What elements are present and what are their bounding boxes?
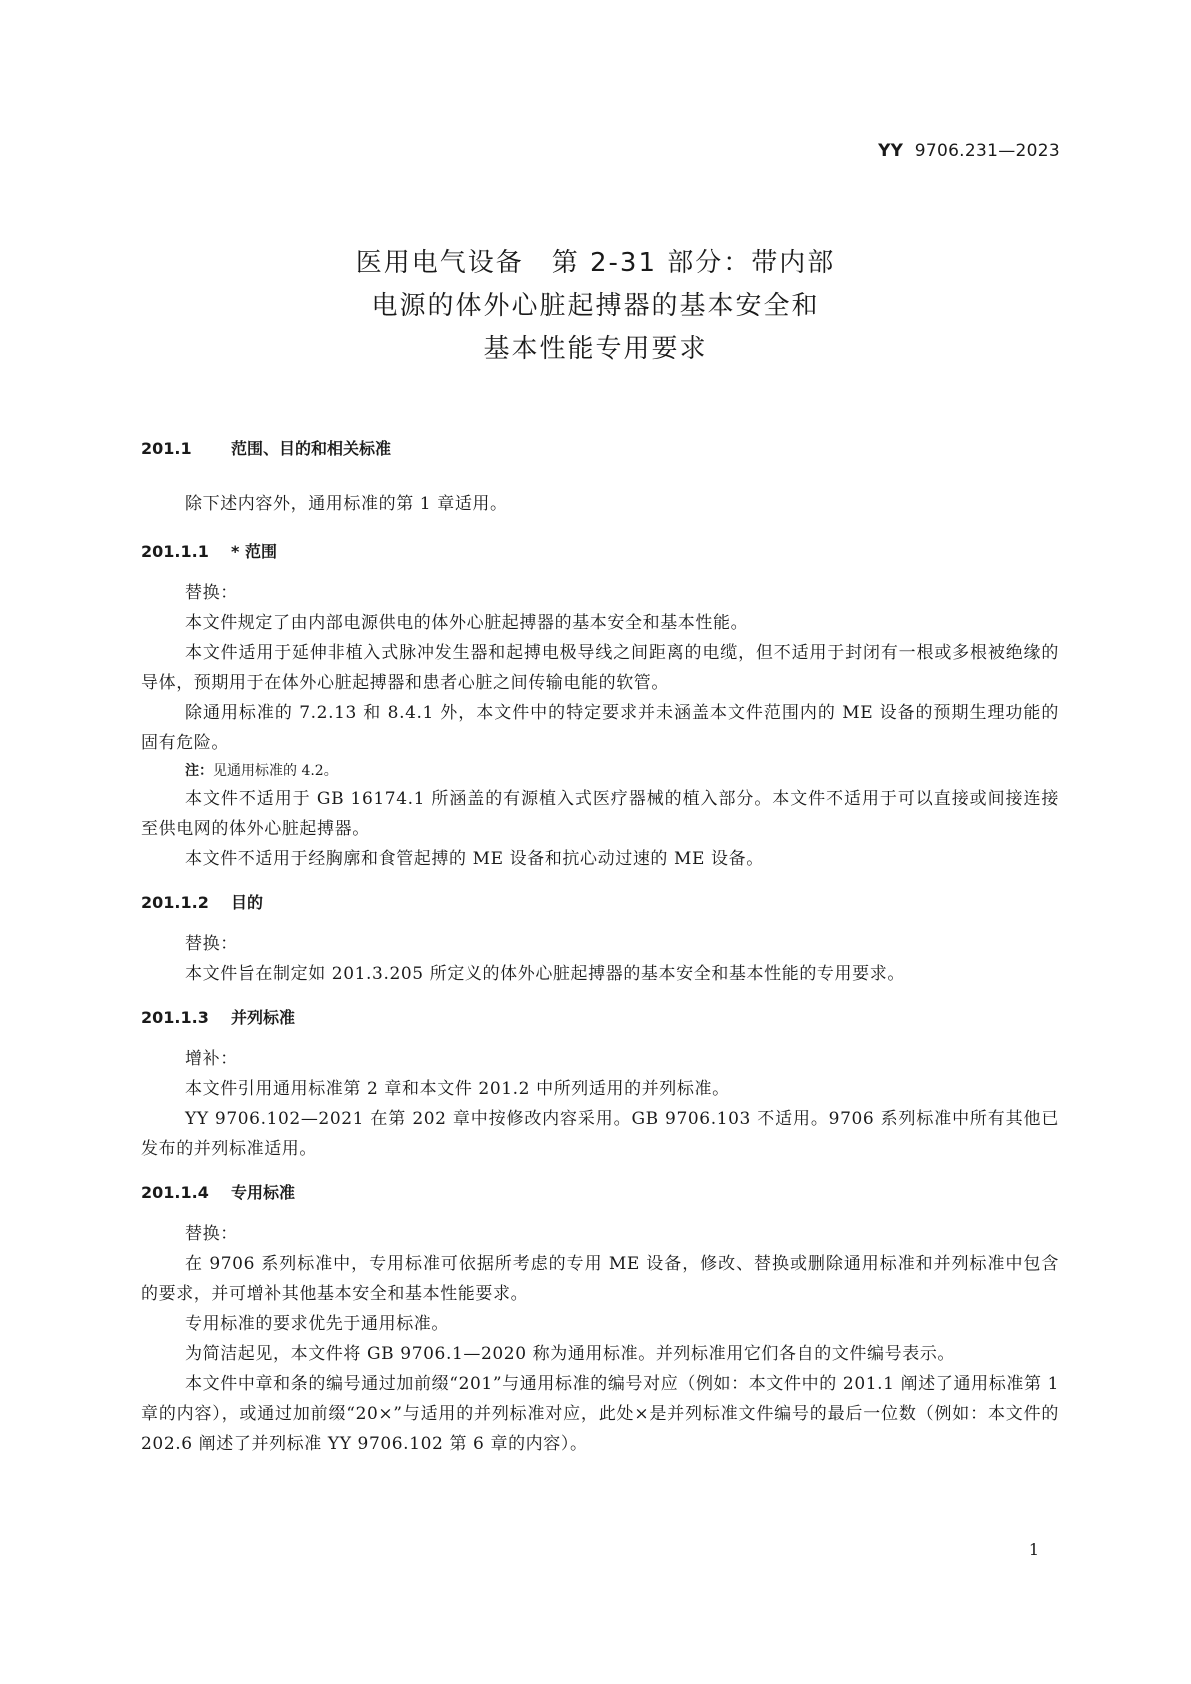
paragraph: 替换： <box>185 934 238 954</box>
section-heading-201-1 <box>141 436 1059 459</box>
section-number: 201.1.1 <box>141 542 209 561</box>
page-number: 1 <box>1028 1540 1039 1559</box>
paragraph: YY 9706.102—2021 在第 202 章中按修改内容采用。GB 9706.103 不适用。9706 系列标准中所有其他已发布的并列标准适用。 <box>141 1109 1059 1159</box>
paragraph: 本文件适用于延伸非植入式脉冲发生器和起搏电极导线之间距离的电缆，但不适用于封闭有一根或多根被绝缘的导体，预期用于在体外心脏起搏器和患者心脏之间传输电能的软管。 <box>141 643 1059 693</box>
section-title: 并列标准 <box>231 1008 296 1027</box>
paragraph: 专用标准的要求优先于通用标准。 <box>185 1314 449 1334</box>
section-title: 目的 <box>231 893 264 912</box>
section-title: 专用标准 <box>231 1183 296 1202</box>
paragraph: 替换： <box>185 583 238 603</box>
paragraph: 除通用标准的 7.2.13 和 8.4.1 外，本文件中的特定要求并未涵盖本文件范围内的 ME 设备的预期生理功能的固有危险。 <box>141 703 1059 753</box>
paragraph: 本文件不适用于 GB 16174.1 所涵盖的有源植入式医疗器械的植入部分。本文件不适用于可以直接或间接连接至供电网的体外心脏起搏器。 <box>141 789 1059 839</box>
section-number: 201.1.4 <box>141 1183 209 1202</box>
paragraph: 本文件不适用于经胸廓和食管起搏的 ME 设备和抗心动过速的 ME 设备。 <box>185 849 764 869</box>
section-heading-201-1-2 <box>141 890 1059 913</box>
section-heading-201-1-1 <box>141 539 1059 562</box>
section-number: 201.1 <box>141 439 192 458</box>
paragraph: 本文件规定了由内部电源供电的体外心脏起搏器的基本安全和基本性能。 <box>185 613 749 633</box>
paragraph: 在 9706 系列标准中，专用标准可依据所考虑的专用 ME 设备，修改、替换或删除通用标准和并列标准中包含的要求，并可增补其他基本安全和基本性能要求。 <box>141 1254 1059 1304</box>
paragraph: 替换： <box>185 1224 238 1244</box>
title-line-3: 基本性能专用要求 <box>483 334 708 364</box>
note-text: 见通用标准的 4.2。 <box>213 763 338 779</box>
paragraph: 本文件引用通用标准第 2 章和本文件 201.2 中所列适用的并列标准。 <box>185 1079 730 1099</box>
paragraph: 本文件旨在制定如 201.3.205 所定义的体外心脏起搏器的基本安全和基本性能的专用要求。 <box>185 964 905 984</box>
document-title <box>0 242 1191 371</box>
title-line-1: 医用电气设备 第 2-31 部分：带内部 <box>355 248 836 278</box>
section-heading-201-1-4 <box>141 1180 1059 1203</box>
section-number: 201.1.3 <box>141 1008 209 1027</box>
paragraph: 为简洁起见，本文件将 GB 9706.1—2020 称为通用标准。并列标准用它们各自的文件编号表示。 <box>185 1344 956 1364</box>
section-title: 范围、目的和相关标准 <box>231 439 392 458</box>
section-heading-201-1-3 <box>141 1005 1059 1028</box>
paragraph: 增补： <box>185 1049 238 1069</box>
section-number: 201.1.2 <box>141 893 209 912</box>
paragraph: 除下述内容外，通用标准的第 1 章适用。 <box>185 494 508 514</box>
section-title: * 范围 <box>231 542 277 561</box>
standard-number: 9706.231—2023 <box>914 141 1060 161</box>
paragraph: 本文件中章和条的编号通过加前缀“201”与通用标准的编号对应（例如：本文件中的 201.1 阐述了通用标准第 1 章的内容），或通过加前缀“20×”与适用的并列标准对应，此处×是并列标准文件编号的最后一位数（例如：本文件的 202.6 阐述了并列标准 YY 9706.102 第 6 章的内容）。 <box>141 1374 1059 1454</box>
note-label: 注： <box>185 763 213 779</box>
note <box>141 758 1059 784</box>
standard-header <box>878 141 1060 161</box>
title-line-2: 电源的体外心脏起搏器的基本安全和 <box>371 291 820 321</box>
document-body <box>141 436 1059 1459</box>
standard-code: YY <box>878 141 904 161</box>
